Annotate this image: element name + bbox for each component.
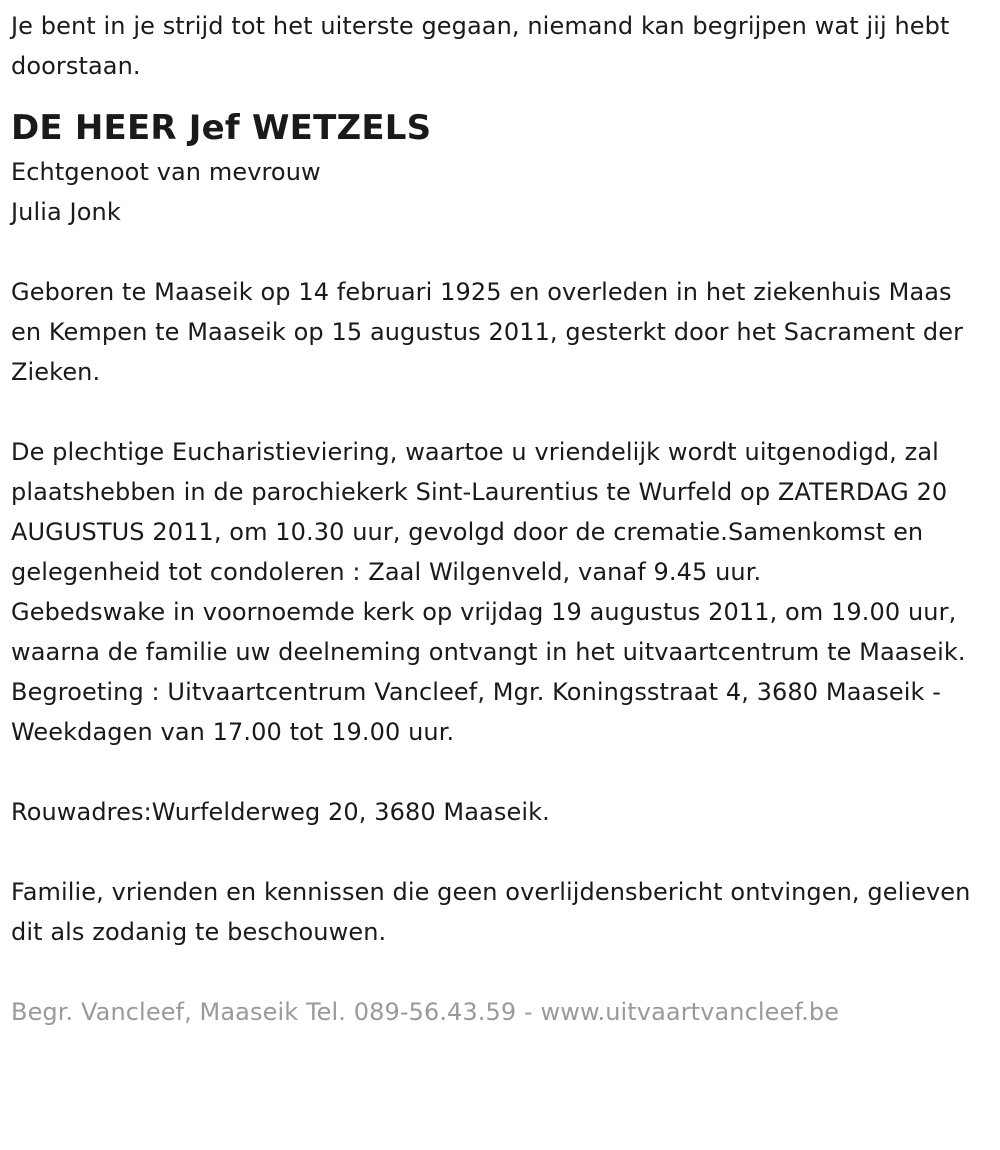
spouse-line-1: Echtgenoot van mevrouw xyxy=(11,158,321,186)
mourning-address: Rouwadres:Wurfelderweg 20, 3680 Maaseik. xyxy=(11,798,550,826)
spacer xyxy=(11,832,988,872)
spacer xyxy=(11,392,988,432)
notice-paragraph: Familie, vrienden en kennissen die geen overlijdensbericht ontvingen, gelieven dit als zodanig te beschouwen. xyxy=(11,878,971,946)
spacer xyxy=(11,752,988,792)
funeral-home-footer: Begr. Vancleef, Maaseik Tel. 089-56.43.59 - www.uitvaartvancleef.be xyxy=(11,998,840,1026)
wake-paragraph: Gebedswake in voornoemde kerk op vrijdag 19 augustus 2011, om 19.00 uur, waarna de familie uw deelneming ontvangt in het uitvaartcentrum te Maaseik. xyxy=(11,598,966,666)
spacer xyxy=(11,232,988,272)
greeting-paragraph: Begroeting : Uitvaartcentrum Vancleef, Mgr. Koningsstraat 4, 3680 Maaseik - Weekdagen van 17.00 tot 19.00 uur. xyxy=(11,678,942,746)
ceremony-paragraph: De plechtige Eucharistieviering, waartoe u vriendelijk wordt uitgenodigd, zal plaatshebben in de parochiekerk Sint-Laurentius te Wurfeld op ZATERDAG 20 AUGUSTUS 2011, om 10.30 uur, gevolgd door de crematie.Samenkomst en gelegenheid tot condoleren : Zaal Wilgenveld, vanaf 9.45 uur. xyxy=(11,438,948,586)
deceased-name: DE HEER Jef WETZELS xyxy=(11,108,432,148)
intro-verse: Je bent in je strijd tot het uiterste gegaan, niemand kan begrijpen wat jij hebt doorstaan. xyxy=(11,12,950,80)
birth-death-paragraph: Geboren te Maaseik op 14 februari 1925 en overleden in het ziekenhuis Maas en Kempen te Maaseik op 15 augustus 2011, gesterkt door het Sacrament der Zieken. xyxy=(11,278,964,386)
spacer xyxy=(11,952,988,992)
spouse-line-2: Julia Jonk xyxy=(11,198,121,226)
